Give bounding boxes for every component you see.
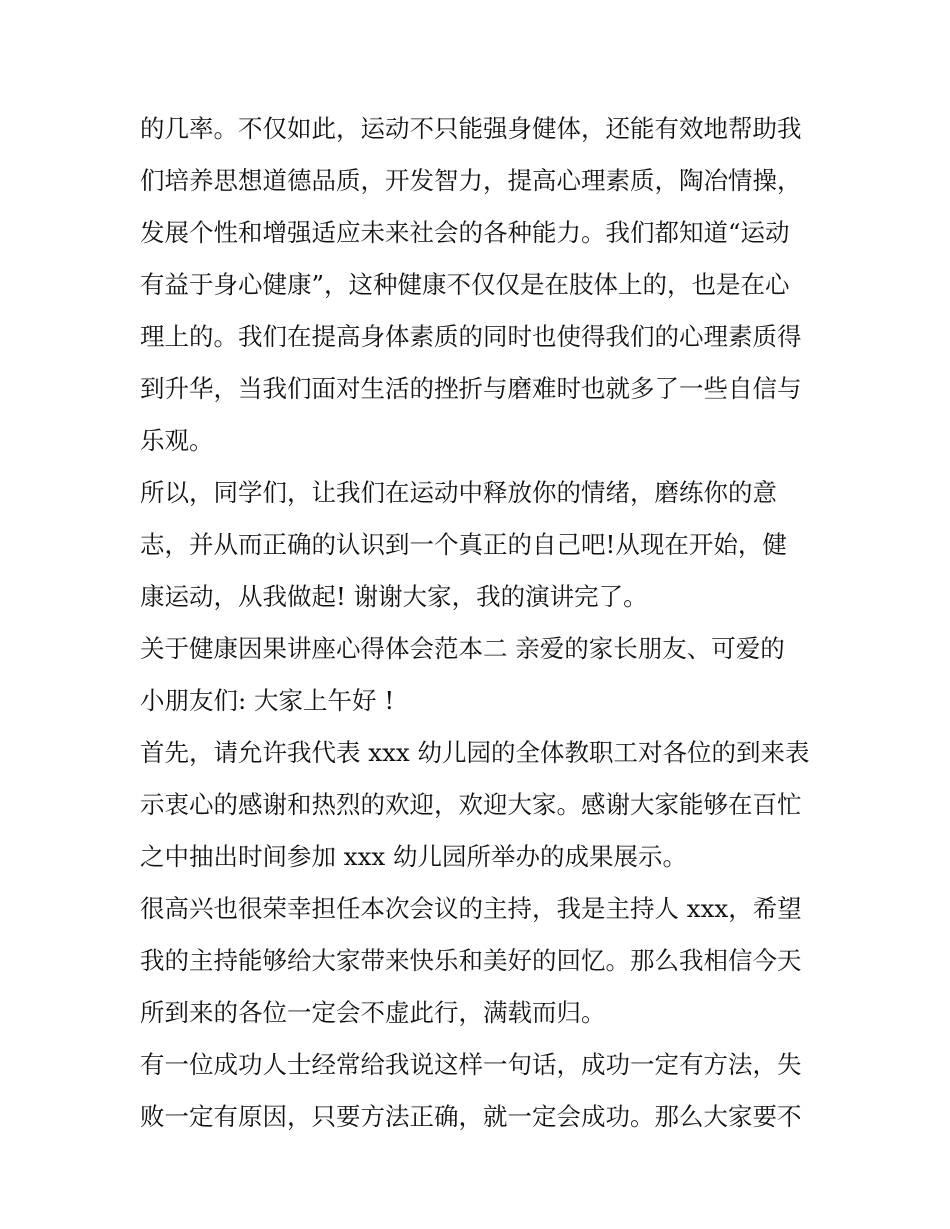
text-line: 乐观。 [140,426,214,455]
text-line: 所到来的各位一定会不虚此行，满载而归。 [140,998,606,1027]
document-body [140,103,820,1143]
text-line: 发展个性和增强适应未来社会的各种能力。我们都知道“运动 [140,218,790,247]
text-line: 康运动，从我做起! 谢谢大家，我的演讲完了。 [140,582,648,611]
text-line: 到升华，当我们面对生活的挫折与磨难时也就多了一些自信与 [140,374,802,403]
text-line: 理上的。我们在提高身体素质的同时也使得我们的心理素质得 [140,322,802,351]
text-line: 很高兴也很荣幸担任本次会议的主持，我是主持人 xxx，希望 [140,894,802,923]
text-line: 有益于身心健康”，这种健康不仅仅是在肢体上的，也是在心 [140,270,790,299]
text-line: 我的主持能够给大家带来快乐和美好的回忆。那么我相信今天 [140,946,802,975]
text-line: 们培养思想道德品质，开发智力，提高心理素质，陶冶情操， [140,166,802,195]
text-line: 有一位成功人士经常给我说这样一句话，成功一定有方法，失 [140,1050,802,1079]
text-line: 示衷心的感谢和热烈的欢迎，欢迎大家。感谢大家能够在百忙 [140,790,802,819]
text-line: 的几率。不仅如此，运动不只能强身健体，还能有效地帮助我 [140,114,802,143]
text-line: 所以，同学们，让我们在运动中释放你的情绪，磨练你的意 [140,478,777,507]
text-line: 首先，请允许我代表 xxx 幼儿园的全体教职工对各位的到来表 [140,738,810,767]
text-line: 之中抽出时间参加 xxx 幼儿园所举办的成果展示。 [140,842,688,871]
text-line: 败一定有原因，只要方法正确，就一定会成功。那么大家要不 [140,1102,802,1131]
text-line: 小朋友们: 大家上午好 ! [140,686,395,715]
text-line: 关于健康因果讲座心得体会范本二 亲爱的家长朋友、可爱的 [140,634,785,663]
text-line: 志，并从而正确的认识到一个真正的自己吧!从现在开始，健 [140,530,787,559]
